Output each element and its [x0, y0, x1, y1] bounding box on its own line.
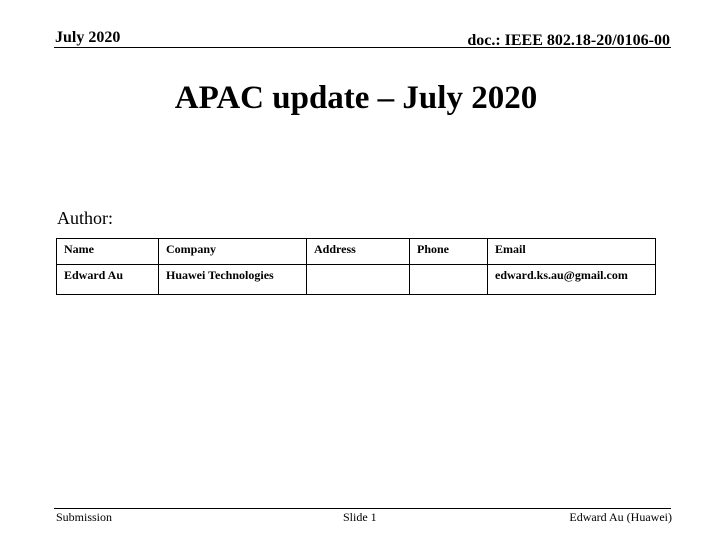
header-doc-id: doc.: IEEE 802.18-20/0106-00 [467, 32, 670, 49]
column-header-company: Company [159, 239, 307, 265]
author-label: Author: [57, 208, 113, 228]
header-date: July 2020 [55, 29, 121, 46]
header-divider [54, 47, 671, 48]
cell-phone [410, 265, 488, 295]
footer-submission: Submission [56, 510, 113, 524]
footer-author: Edward Au (Huawei) [569, 510, 672, 524]
cell-address [307, 265, 410, 295]
table-row [57, 265, 656, 295]
column-header-address: Address [307, 239, 410, 265]
cell-company: Huawei Technologies [159, 265, 307, 295]
column-header-email: Email [488, 239, 656, 265]
footer-slide-number: Slide 1 [343, 510, 377, 524]
table-header-row [57, 239, 656, 265]
column-header-name: Name [57, 239, 159, 265]
authors-table [56, 238, 656, 295]
column-header-phone: Phone [410, 239, 488, 265]
cell-email: edward.ks.au@gmail.com [488, 265, 656, 295]
slide-title: APAC update – July 2020 [174, 80, 538, 116]
cell-name: Edward Au [57, 265, 159, 295]
footer-divider [54, 508, 671, 509]
